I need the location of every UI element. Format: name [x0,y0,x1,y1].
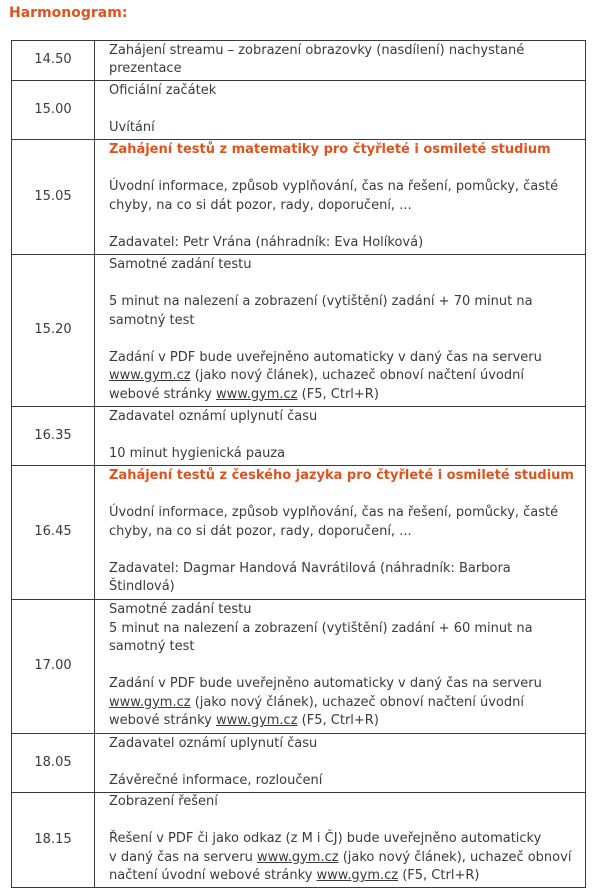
table-row [12,81,586,140]
text-line: webové stránky www.gym.cz (F5, Ctrl+R) [109,386,379,402]
text-line: Řešení v PDF či jako odkaz (z M i ČJ) bude uveřejněno automaticky [109,831,542,847]
text-line: Úvodní informace, způsob vyplňování, čas na řešení, pomůcky, časté [109,505,559,521]
gym-link[interactable]: www.gym.cz [109,368,191,383]
text-line: Zadavatel: Petr Vrána (náhradník: Eva Holíková) [109,234,424,250]
section-title: Zahájení testů z českého jazyka pro čtyřleté i osmileté studium [109,468,574,484]
page-heading: Harmonogram: [9,5,128,21]
spacer [109,812,577,831]
spacer [109,753,577,772]
time-cell: 14.50 [12,41,95,81]
text-line: samotný test [109,312,195,328]
description-cell [95,734,586,793]
time-cell: 16.35 [12,407,95,466]
spacer [109,330,577,349]
text-line: Oficiální začátek [109,82,217,98]
table-row [12,734,586,793]
text-line: 5 minut na nalezení a zobrazení (vytištění) zadání + 70 minut na [109,294,533,309]
table-row [12,41,586,81]
text-line: samotný test [109,639,195,655]
table-row [12,466,586,600]
table-row [12,600,586,734]
text-line: www.gym.cz (jako nový článek), uchazeč obnoví načtení úvodní [109,694,524,710]
text-line: načtení úvodní webové stránky www.gym.cz (F5, Ctrl+R) [109,868,480,884]
time-cell: 15.00 [12,81,95,140]
gym-link[interactable]: www.gym.cz [215,386,298,402]
text-line: v daný čas na serveru www.gym.cz (jako nový článek), uchazeč obnoví [109,849,572,865]
description-cell [95,407,586,466]
text-line: www.gym.cz (jako nový článek), uchazeč obnoví načtení úvodní [109,368,524,383]
text-line: prezentace [109,61,182,76]
text-line: Zahájení streamu – zobrazení obrazovky (nasdílení) nachystané [109,42,525,58]
text-line: Samotné zadání testu [109,602,252,618]
gym-link[interactable]: www.gym.cz [316,868,399,884]
schedule-table [11,40,586,888]
table-row [12,793,586,888]
table-row [12,140,586,255]
spacer [109,426,577,445]
text-line: Uvítání [109,119,155,135]
text-line: chyby, na co si dát pozor, rady, doporučení, ... [109,523,412,539]
spacer [109,275,577,294]
gym-link[interactable]: www.gym.cz [215,713,298,729]
text-line: Štindlová) [109,579,175,595]
text-line: Zadavatel: Dagmar Handová Navrátilová (náhradník: Barbora [109,560,511,576]
text-line: Zadání v PDF bude uveřejněno automaticky v daný čas na serveru [109,349,542,365]
description-cell [95,81,586,140]
table-row [12,407,586,466]
description-cell [95,41,586,81]
table-row [12,255,586,407]
time-cell: 15.20 [12,255,95,407]
text-line: Závěrečné informace, rozloučení [109,772,323,788]
gym-link[interactable]: www.gym.cz [109,694,191,710]
description-cell [95,466,586,600]
text-line: chyby, na co si dát pozor, rady, doporučení, ... [109,197,412,213]
spacer [109,160,577,179]
text-line: Zadavatel oznámí uplynutí času [109,408,318,424]
time-cell: 16.45 [12,466,95,600]
spacer [109,657,577,676]
text-line: Zadání v PDF bude uveřejněno automaticky v daný čas na serveru [109,676,542,692]
text-line: 5 minut na nalezení a zobrazení (vytištění) zadání + 60 minut na [109,620,533,636]
text-line: Úvodní informace, způsob vyplňování, čas na řešení, pomůcky, časté [109,179,559,194]
description-cell [95,255,586,407]
section-title: Zahájení testů z matematiky pro čtyřleté i osmileté studium [109,142,551,157]
description-cell [95,600,586,734]
text-line: webové stránky www.gym.cz (F5, Ctrl+R) [109,713,379,729]
time-cell: 17.00 [12,600,95,734]
gym-link[interactable]: www.gym.cz [257,849,339,865]
time-cell: 15.05 [12,140,95,255]
text-line: 10 minut hygienická pauza [109,445,286,461]
text-line: Zadavatel oznámí uplynutí času [109,735,318,751]
spacer [109,541,577,560]
spacer [109,215,577,234]
text-line: Samotné zadání testu [109,257,252,272]
time-cell: 18.05 [12,734,95,793]
description-cell [95,793,586,888]
spacer [109,486,577,505]
description-cell [95,140,586,255]
spacer [109,100,577,119]
time-cell: 18.15 [12,793,95,888]
text-line: Zobrazení řešení [109,794,218,810]
